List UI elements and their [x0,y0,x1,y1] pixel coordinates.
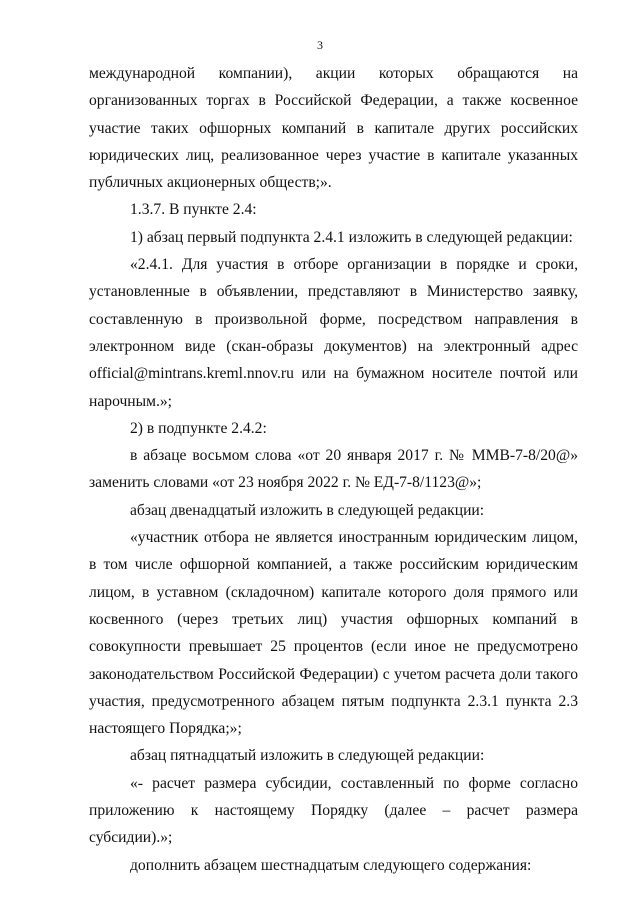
paragraph-2-4-1-text: «2.4.1. Для участия в отборе организации в порядке и сроки, установленные в объявлении, представляют в Министерство заявку, составленную в произвольной форме, посредством направления в электронном виде (скан-образы документов) на электронный адрес official@mintrans.kreml.nnov.ru или на бумажном носителе почтой или нарочным.»; [89,256,578,410]
paragraph-offshore-continuation: международной компании), акции которых обращаются на организованных торгах в Российской Федерации, а также косвенное участие таких офшорных компаний в капитале других российских юридических лиц, реализованное через участие в капитале указанных публичных акционерных обществ;». [89,65,578,192]
document-body [89,60,578,879]
paragraph-fifteenth-abzats-text: «- расчет размера субсидии, составленный по форме согласно приложению к настоящему Порядку (далее – расчет размера субсидии).»; [89,774,578,847]
paragraph-subitem-2: 2) в подпункте 2.4.2: [130,419,267,437]
paragraph-eighth-abzats: в абзаце восьмом слова «от 20 января 2017 г. № ММВ-7-8/20@» заменить словами «от 23 ноября 2022 г. № ЕД-7-8/1123@»; [89,447,578,492]
paragraph-twelfth-abzats-text: «участник отбора не является иностранным юридическим лицом, в том числе офшорной компанией, а также российским юридическим лицом, в уставном (складочном) капитале которого доля прямого или косвенного (через третьих лиц) участия офшорных компаний в совокупности превышает 25 процентов (если иное не предусмотрено законодательством Российской Федерации) с учетом расчета доли такого участия, предусмотренного абзацем пятым подпункта 2.3.1 пункта 2.3 настоящего Порядка;»; [89,529,578,738]
paragraph-twelfth-abzats-header: абзац двенадцатый изложить в следующей редакции: [130,501,485,519]
page-number: 3 [317,38,323,52]
paragraph-item-1-3-7: 1.3.7. В пункте 2.4: [130,201,257,219]
paragraph-sixteenth-abzats-header: дополнить абзацем шестнадцатым следующего содержания: [130,856,532,874]
paragraph-subitem-1: 1) абзац первый подпункта 2.4.1 изложить в следующей редакции: [130,228,573,246]
paragraph-fifteenth-abzats-header: абзац пятнадцатый изложить в следующей редакции: [130,747,485,765]
